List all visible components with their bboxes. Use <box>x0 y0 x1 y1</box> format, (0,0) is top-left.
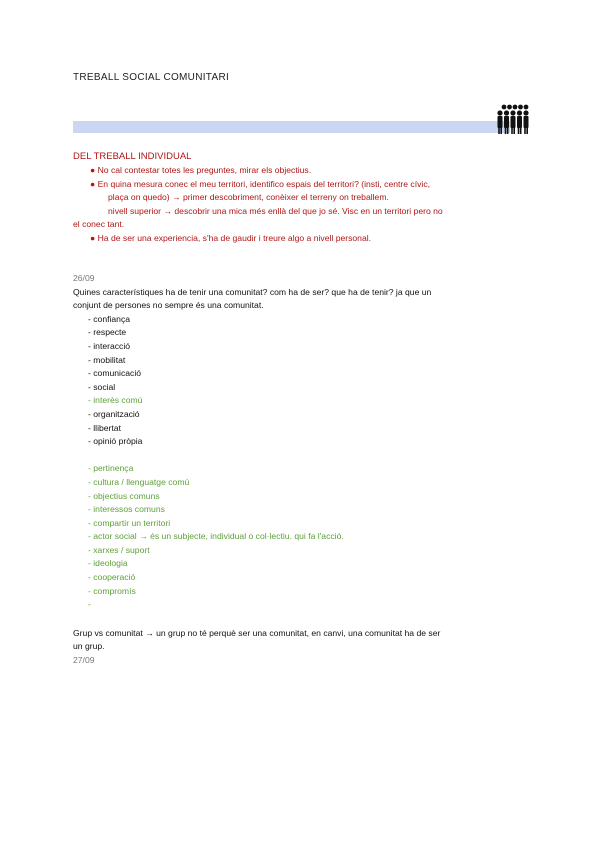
list-item: - xarxes / suport <box>88 544 150 555</box>
question-line: conjunt de persones no sempre és una comunitat. <box>73 300 264 311</box>
note-line: plaça on quedo) → primer descobriment, conèixer el terreny on treballem. <box>108 192 389 203</box>
date-label: 26/09 <box>73 273 95 283</box>
note-line: ● En quina mesura conec el meu territori, identifico espais del territori? (insti, centre cívic, <box>90 178 431 189</box>
list-item: - pertinença <box>88 463 134 474</box>
note-line: ● No cal contestar totes les preguntes, mirar els objectius. <box>90 165 312 175</box>
list-item: - organització <box>88 408 140 419</box>
list-item: - confiança <box>88 313 131 324</box>
list-item: - interessos comuns <box>88 504 165 515</box>
characteristics-list-green <box>73 462 518 612</box>
list-item: - <box>88 599 91 610</box>
list-item: - objectius comuns <box>88 490 160 501</box>
list-item: - opinió pròpia <box>88 436 143 447</box>
list-item: - social <box>88 381 116 392</box>
question-line: Quines característiques ha de tenir una comunitat? com ha de ser? que ha de tenir? ja que un <box>73 286 432 297</box>
list-item: - ideologia <box>88 558 128 569</box>
main-content <box>73 272 518 668</box>
closing-line: Grup vs comunitat → un grup no té perquè ser una comunitat, en canvi, una comunitat ha de ser <box>73 627 441 638</box>
list-item: - cultura / llenguatge comú <box>88 476 190 487</box>
page-title: TREBALL SOCIAL COMUNITARI <box>73 72 230 83</box>
list-item: - mobilitat <box>88 354 126 365</box>
list-item: - actor social → és un subjecte, individual o col·lectiu. qui fa l'acció. <box>88 531 344 542</box>
list-item: - comunicació <box>88 368 142 379</box>
list-item: - interès comú <box>88 395 143 406</box>
list-item: - compromís <box>88 585 136 596</box>
list-item: - compartir un territori <box>88 517 171 528</box>
list-item: - llibertat <box>88 422 121 433</box>
people-group-icon <box>497 104 529 134</box>
characteristics-list <box>73 313 518 449</box>
note-line: ● Ha de ser una experiencia, s'ha de gaudir i treure algo a nivell personal. <box>90 232 372 243</box>
section-title: DEL TREBALL INDIVIDUAL <box>73 151 192 162</box>
note-line: nivell superior → descobrir una mica més enllà del que jo sé. Visc en un territori pero no <box>108 205 443 216</box>
closing-line: un grup. <box>73 641 105 652</box>
list-item: - interacció <box>88 340 131 351</box>
date-label: 27/09 <box>73 655 95 666</box>
list-item: - respecte <box>88 327 127 338</box>
note-line: el conec tant. <box>73 219 125 230</box>
red-notes <box>73 164 513 246</box>
list-item: - cooperació <box>88 572 136 583</box>
header-bar <box>73 121 510 133</box>
